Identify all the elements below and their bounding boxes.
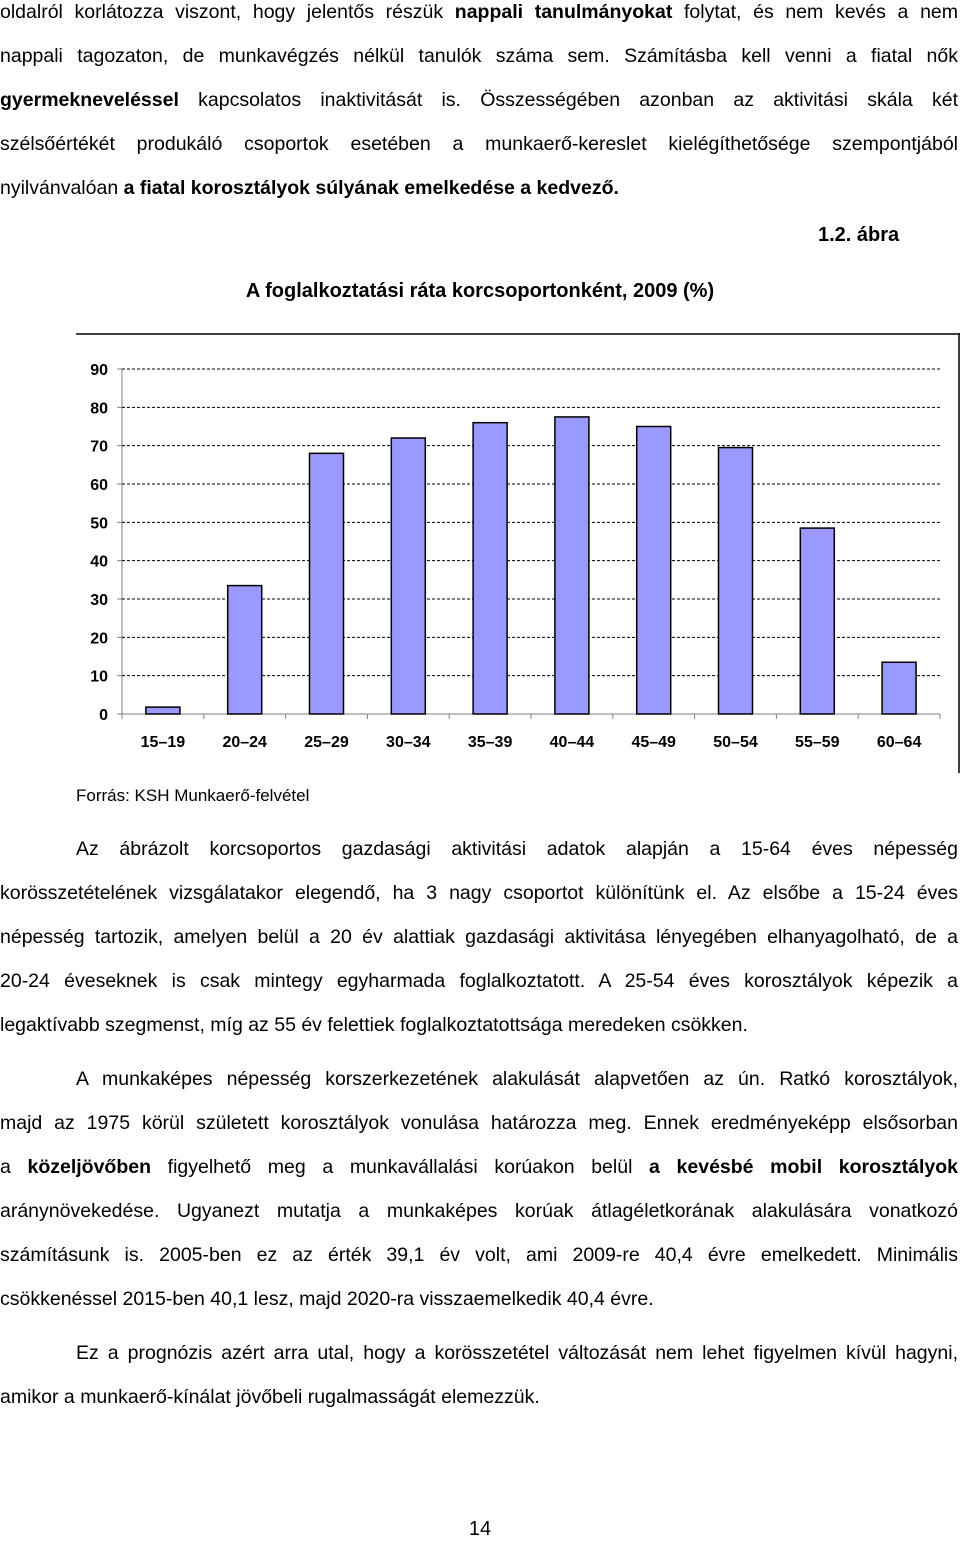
body-paragraph-3 — [0, 1331, 958, 1419]
text-run: A munkaképes népesség korszerkezetének alakulását alapvetően az ún. Ratkó korosztályok, — [76, 1068, 958, 1090]
y-tick-label: 90 — [90, 362, 108, 379]
text-run: nappali tagozaton, de munkavégzés nélkül tanulók száma sem. Számításba kell venni a fiatal nők — [0, 45, 958, 67]
text-line — [0, 1145, 958, 1189]
text-line — [0, 1331, 958, 1375]
bar — [719, 448, 753, 714]
text-line — [0, 1057, 958, 1101]
text-run: folytat, és nem kevés a nem — [672, 1, 959, 23]
text-run: kapcsolatos inaktivitását is. Összességében azonban az aktivitási skála két — [178, 89, 958, 111]
y-tick-label: 60 — [90, 477, 108, 494]
x-tick-label: 60–64 — [876, 734, 922, 751]
bold-text: a kevésbé mobil korosztályok — [649, 1156, 958, 1178]
y-tick-label: 50 — [90, 515, 108, 533]
x-tick-label: 40–44 — [549, 734, 595, 751]
x-tick-label: 25–29 — [304, 734, 349, 751]
y-tick-label: 40 — [90, 553, 108, 571]
text-line — [0, 34, 958, 78]
text-run: nyilvánvalóan — [0, 177, 124, 199]
bar — [473, 423, 507, 714]
bold-text: gyermekneveléssel — [0, 89, 179, 111]
bar — [391, 438, 425, 714]
figure-title: A foglalkoztatási ráta korcsoportonként, 2009 (%) — [245, 280, 715, 302]
text-line — [0, 1189, 958, 1233]
bar — [800, 528, 834, 714]
text-run: aránynövekedése. Ugyanezt mutatja a munkaképes korúak átlagéletkorának alakulására vonatkozó — [0, 1200, 958, 1222]
text-run: oldalról korlátozza viszont, hogy jelentős részük — [0, 1, 455, 23]
bold-text: a fiatal korosztályok súlyának emelkedése a kedvező. — [123, 177, 619, 199]
y-tick-label: 10 — [90, 668, 108, 686]
text-run: csökkenéssel 2015-ben 40,1 lesz, majd 2020-ra visszaemelkedik 40,4 évre. — [0, 1288, 654, 1310]
y-tick-label: 20 — [90, 630, 108, 648]
y-tick-label: 70 — [90, 438, 108, 456]
text-run: legaktívabb szegmenst, míg az 55 év felettiek foglalkoztatottsága meredeken csökken. — [0, 1014, 748, 1036]
text-run: Az ábrázolt korcsoportos gazdasági aktivitási adatok alapján a 15-64 éves népesség — [76, 838, 958, 860]
text-line — [0, 0, 958, 34]
text-run: népesség tartozik, amelyen belül a 20 év alattiak gazdasági aktivitása lényegében elhanyagolható, de a — [0, 926, 958, 948]
x-tick-label: 55–59 — [795, 734, 840, 751]
text-run: 20-24 éveseknek is csak mintegy egyharmada foglalkoztatott. A 25-54 éves korosztályok képezik a — [0, 970, 958, 992]
x-tick-label: 30–34 — [386, 734, 431, 751]
bar — [882, 662, 916, 714]
bar — [310, 453, 344, 714]
text-line — [0, 1375, 958, 1419]
text-run: Ez a prognózis azért arra utal, hogy a korösszetétel változását nem lehet figyelmen kívül hagyni, — [76, 1342, 958, 1364]
x-tick-label: 15–19 — [140, 734, 186, 751]
text-run: amikor a munkaerő-kínálat jövőbeli rugalmasságát elemezzük. — [0, 1386, 540, 1408]
bar — [228, 586, 262, 714]
x-tick-label: 45–49 — [631, 734, 676, 751]
bold-text: közeljövőben — [27, 1156, 152, 1178]
x-tick-label: 35–39 — [467, 734, 513, 751]
x-tick-label: 20–24 — [222, 734, 267, 751]
text-line — [0, 78, 958, 122]
bar — [555, 417, 589, 714]
text-line — [0, 1003, 958, 1047]
employment-rate-bar-chart — [76, 333, 960, 773]
text-line — [0, 871, 958, 915]
text-line — [0, 1233, 958, 1277]
y-tick-label: 0 — [99, 707, 108, 724]
text-line — [0, 1101, 958, 1145]
x-tick-label: 50–54 — [713, 734, 758, 751]
text-line — [0, 1277, 958, 1321]
text-line — [0, 122, 958, 166]
figure-label: 1.2. ábra — [818, 224, 900, 246]
text-run: számításunk is. 2005-ben ez az érték 39,1 év volt, ami 2009-re 40,4 évre emelkedett. Minimális — [0, 1244, 958, 1266]
text-run: korösszetételének vizsgálatakor elegendő, ha 3 nagy csoportot különítünk el. Az elsőbe a 15-24 éves — [0, 882, 958, 904]
text-line — [0, 915, 958, 959]
text-line — [0, 827, 958, 871]
text-line — [0, 959, 958, 1003]
text-run: majd az 1975 körül született korosztályok vonulása határozza meg. Ennek eredményeképp elsősorban — [0, 1112, 958, 1134]
body-paragraph-2 — [0, 1057, 958, 1321]
text-run: a — [0, 1156, 28, 1178]
text-run: figyelhető meg a munkavállalási korúakon belül — [151, 1156, 650, 1178]
intro-paragraph — [0, 0, 958, 210]
y-tick-label: 30 — [90, 592, 108, 609]
text-line — [0, 166, 958, 210]
figure-source: Forrás: KSH Munkaerő-felvétel — [76, 786, 310, 805]
text-run: szélsőértékét produkáló csoportok esetében a munkaerő-kereslet kielégíthetősége szempontjából — [0, 133, 958, 155]
bar — [146, 707, 180, 714]
page-number: 14 — [468, 1518, 492, 1540]
bar — [637, 427, 671, 715]
y-tick-label: 80 — [90, 400, 108, 418]
body-paragraph-1 — [0, 827, 958, 1047]
bold-text: nappali tanulmányokat — [454, 1, 673, 23]
